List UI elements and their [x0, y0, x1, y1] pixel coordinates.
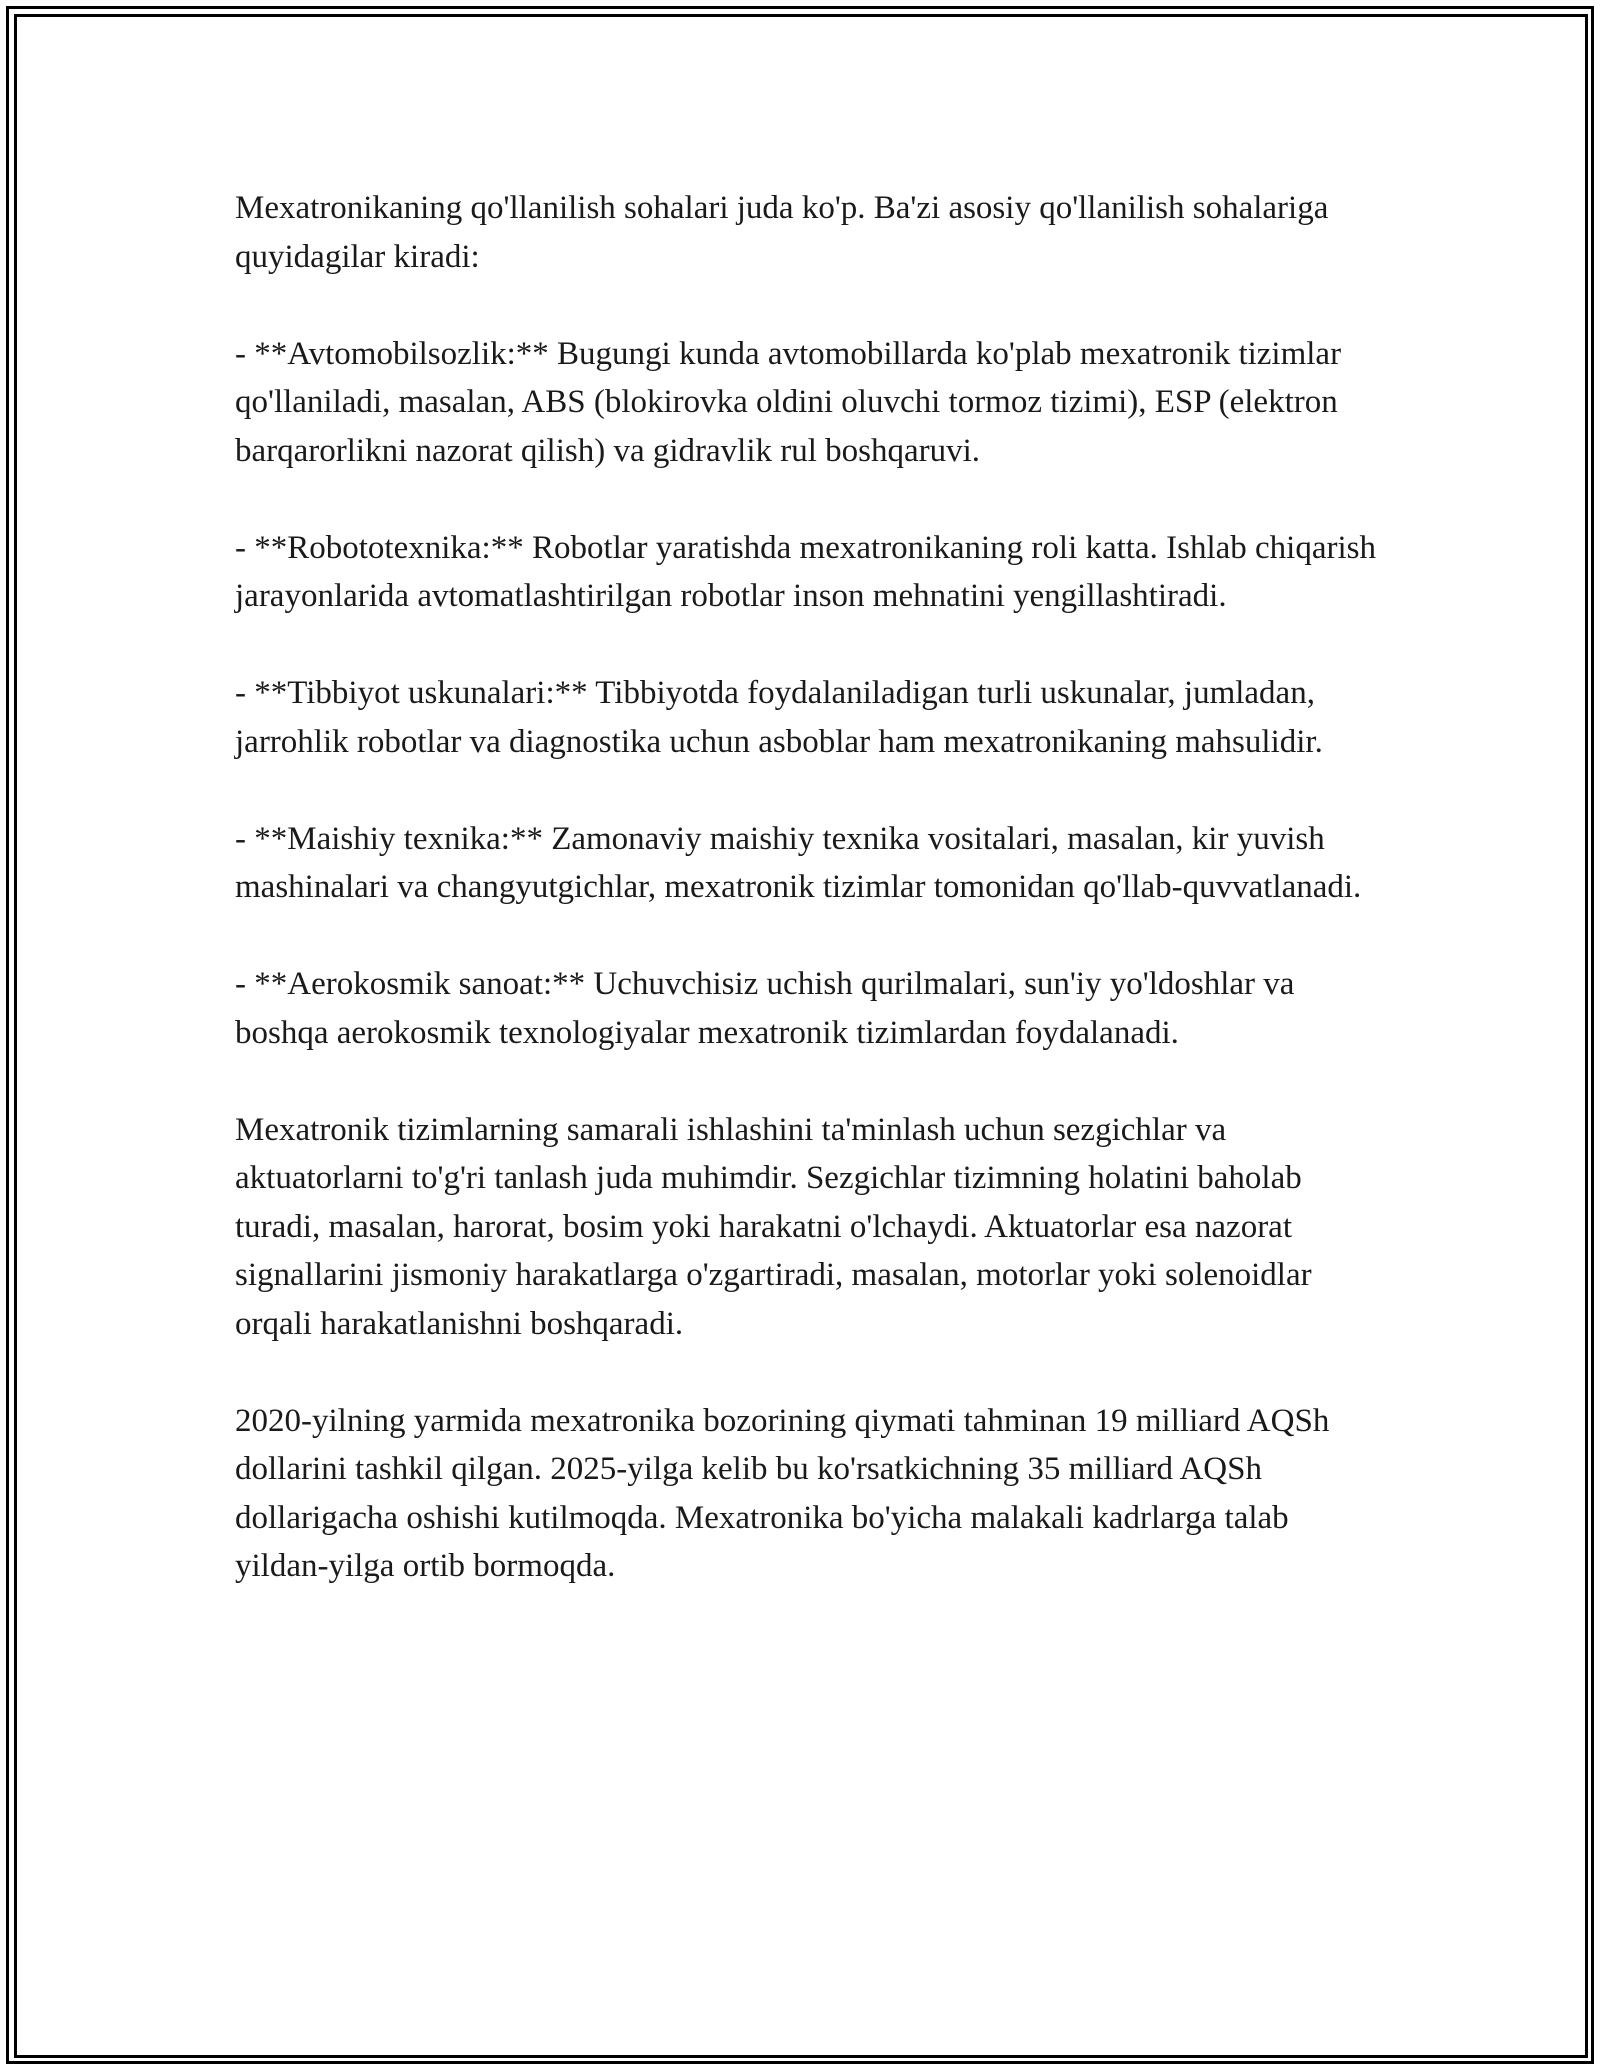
list-item-avtomobilsozlik: - **Avtomobilsozlik:** Bugungi kunda avtomobillarda ko'plab mexatronik tizimlar qo'llaniladi, masalan, ABS (blokirovka oldini oluvchi tormoz tizimi), ESP (elektron barqarorlikni nazorat qilish) va gidravlik rul boshqaruvi.	[235, 335, 1342, 469]
list-item-tibbiyot-uskunalari: - **Tibbiyot uskunalari:** Tibbiyotda foydalaniladigan turli uskunalar, jumladan, jarrohlik robotlar va diagnostika uchun asboblar ham mexatronikaning mahsulidir.	[235, 675, 1323, 760]
list-item-robototexnika: - **Robototexnika:** Robotlar yaratishda mexatronikaning roli katta. Ishlab chiqarish jarayonlarida avtomatlashtirilgan robotlar inson mehnatini yengillashtiradi.	[235, 529, 1376, 614]
document-body	[235, 184, 1385, 1591]
list-item-aerokosmik-sanoat: - **Aerokosmik sanoat:** Uchuvchisiz uchish qurilmalari, sun'iy yo'ldoshlar va boshqa aerokosmik texnologiyalar mexatronik tizimlardan foydalanadi.	[235, 966, 1295, 1051]
list-item-maishiy-texnika: - **Maishiy texnika:** Zamonaviy maishiy texnika vositalari, masalan, kir yuvish mashinalari va changyutgichlar, mexatronik tizimlar tomonidan qo'llab-quvvatlanadi.	[235, 820, 1362, 905]
sensors-actuators-paragraph: Mexatronik tizimlarning samarali ishlashini ta'minlash uchun sezgichlar va aktuatorlarni to'g'ri tanlash juda muhimdir. Sezgichlar tizimning holatini baholab turadi, masalan, harorat, bosim yoki harakatni o'lchaydi. Aktuatorlar esa nazorat signallarini jismoniy harakatlarga o'zgartiradi, masalan, motorlar yoki solenoidlar orqali harakatlanishni boshqaradi.	[235, 1111, 1312, 1342]
intro-paragraph: Mexatronikaning qo'llanilish sohalari juda ko'p. Ba'zi asosiy qo'llanilish sohalariga quyidagilar kiradi:	[235, 190, 1329, 275]
market-paragraph: 2020-yilning yarmida mexatronika bozorining qiymati tahminan 19 milliard AQSh dollarini tashkil qilgan. 2025-yilga kelib bu ko'rsatkichning 35 milliard AQSh dollarigacha oshishi kutilmoqda. Mexatronika bo'yicha malakali kadrlarga talab yildan-yilga ortib bormoqda.	[235, 1402, 1330, 1584]
